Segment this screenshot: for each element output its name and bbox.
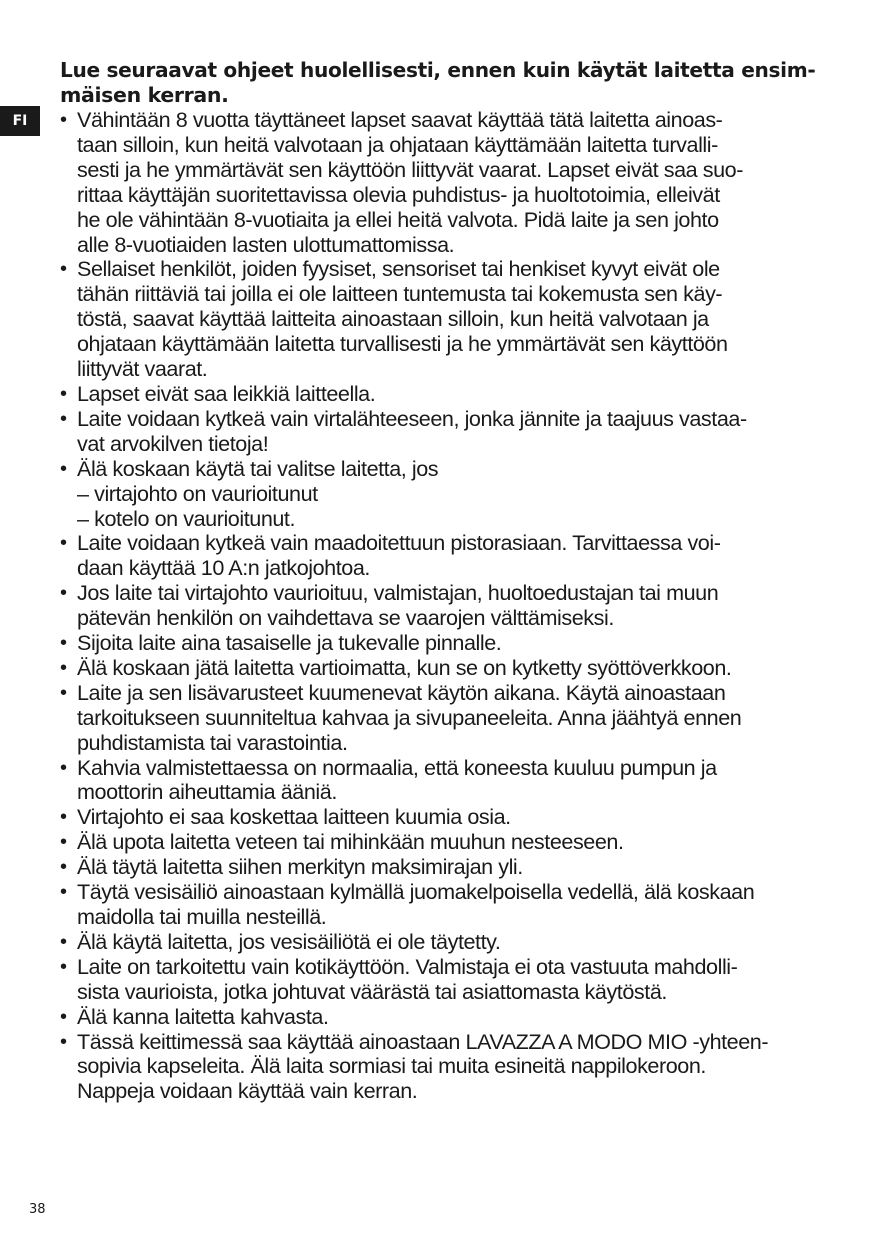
list-item xyxy=(60,1005,820,1030)
item-text-line: vat arvokilven tietoja! xyxy=(77,430,269,456)
bullet-point: • xyxy=(60,109,67,131)
item-text-line: Kahvia valmistettaessa on normaalia, että koneesta kuuluu pumpun ja xyxy=(77,754,717,780)
item-text-line: – kotelo on vaurioitunut. xyxy=(77,505,296,531)
item-text-line: Tässä keittimessä saa käyttää ainoastaan LAVAZZA A MODO MIO -yhteen- xyxy=(77,1028,769,1054)
list-item xyxy=(60,756,820,806)
bullet-point: • xyxy=(60,407,67,430)
list-item xyxy=(60,830,820,855)
list-item xyxy=(60,108,820,257)
bullet-point: • xyxy=(60,1005,67,1028)
item-text-line: Jos laite tai virtajohto vaurioituu, valmistajan, huoltoedustajan tai muun xyxy=(77,580,719,606)
list-item xyxy=(60,955,820,1005)
list-item xyxy=(60,457,820,532)
bullet-point: • xyxy=(60,756,67,779)
page-number: 38 xyxy=(29,1202,46,1217)
list-item xyxy=(60,656,820,681)
item-text-line: puhdistamista tai varastointia. xyxy=(77,729,348,755)
list-item xyxy=(60,257,820,382)
bullet-point: • xyxy=(60,681,67,704)
list-item xyxy=(60,880,820,930)
item-text-line: Älä koskaan käytä tai valitse laitetta, jos xyxy=(77,455,439,481)
bullet-point: • xyxy=(60,457,67,480)
bullet-point: • xyxy=(60,930,67,953)
item-text-line: Älä kanna laitetta kahvasta. xyxy=(77,1003,329,1029)
item-text-line: tähän riittäviä tai joilla ei ole laitteen tuntemusta tai kokemusta sen käy- xyxy=(77,281,723,307)
heading-line: Lue seuraavat ohjeet huolellisesti, ennen kuin käytät laitetta ensim- xyxy=(60,58,816,82)
bullet-point: • xyxy=(60,258,67,281)
item-text-line: Älä upota laitetta veteen tai mihinkään muuhun nesteeseen. xyxy=(77,829,624,855)
item-text-line: Älä käytä laitetta, jos vesisäiliötä ei ole täytetty. xyxy=(77,928,501,954)
item-text-line: alle 8-vuotiaiden lasten ulottumattomissa. xyxy=(77,231,455,257)
list-item xyxy=(60,930,820,955)
list-item xyxy=(60,407,820,457)
bullet-point: • xyxy=(60,856,67,879)
bullet-point: • xyxy=(60,806,67,829)
bullet-point: • xyxy=(60,532,67,555)
safety-instructions xyxy=(60,58,820,1104)
bullet-point: • xyxy=(60,382,67,405)
item-text-line: Vähintään 8 vuotta täyttäneet lapset saavat käyttää tätä laitetta ainoas- xyxy=(77,107,723,132)
list-item xyxy=(60,805,820,830)
language-tab: FI xyxy=(0,106,40,136)
list-item xyxy=(60,631,820,656)
bullet-point: • xyxy=(60,656,67,679)
item-text-line: Sellaiset henkilöt, joiden fyysiset, sensoriset tai henkiset kyvyt eivät ole xyxy=(77,256,720,282)
bullet-point: • xyxy=(60,881,67,904)
item-text-line: Älä täytä laitetta siihen merkityn maksimirajan yli. xyxy=(77,854,523,880)
item-text-line: töstä, saavat käyttää laitteita ainoastaan silloin, kun heitä valvotaan ja xyxy=(77,306,709,332)
item-text-line: tarkoitukseen suunniteltua kahvaa ja sivupaneeleita. Anna jäähtyä ennen xyxy=(77,704,742,730)
item-text-line: Laite voidaan kytkeä vain virtalähteeseen, jonka jännite ja taajuus vastaa- xyxy=(77,405,747,431)
bullet-point: • xyxy=(60,582,67,605)
item-text-line: daan käyttää 10 A:n jatkojohtoa. xyxy=(77,555,370,581)
item-text-line: Sijoita laite aina tasaiselle ja tukevalle pinnalle. xyxy=(77,630,502,656)
item-text-line: taan silloin, kun heitä valvotaan ja ohjataan käyttämään laitetta turvalli- xyxy=(77,131,718,157)
item-text-line: ohjataan käyttämään laitetta turvallisesti ja he ymmärtävät sen käyttöön xyxy=(77,331,728,357)
item-text-line: pätevän henkilön on vaihdettava se vaarojen välttämiseksi. xyxy=(77,605,614,631)
list-item xyxy=(60,681,820,756)
item-text-line: maidolla tai muilla nesteillä. xyxy=(77,904,327,929)
instructions-heading xyxy=(60,58,820,108)
item-text-line: liittyvät vaarat. xyxy=(77,356,208,382)
item-text-line: – virtajohto on vaurioitunut xyxy=(77,480,318,506)
item-text-line: Laite ja sen lisävarusteet kuumenevat käytön aikana. Käytä ainoastaan xyxy=(77,679,726,705)
list-item xyxy=(60,855,820,880)
item-text-line: rittaa käyttäjän suoritettavissa olevia puhdistus- ja huoltotoimia, elleivät xyxy=(77,181,720,207)
item-text-line: sesti ja he ymmärtävät sen käyttöön liittyvät vaarat. Lapset eivät saa suo- xyxy=(77,156,743,182)
bullet-point: • xyxy=(60,955,67,978)
list-item xyxy=(60,1030,820,1105)
item-text-line: sopivia kapseleita. Älä laita sormiasi tai muita esineitä nappilokeroon. xyxy=(77,1053,706,1079)
item-text-line: Älä koskaan jätä laitetta vartioimatta, kun se on kytketty syöttöverkkoon. xyxy=(77,654,732,680)
item-text-line: moottorin aiheuttamia ääniä. xyxy=(77,779,337,805)
item-text-line: Täytä vesisäiliö ainoastaan kylmällä juomakelpoisella vedellä, älä koskaan xyxy=(77,879,755,905)
item-text-line: Nappeja voidaan käyttää vain kerran. xyxy=(77,1078,418,1104)
safety-list xyxy=(60,108,820,1104)
item-text-line: Lapset eivät saa leikkiä laitteella. xyxy=(77,380,376,406)
heading-line: mäisen kerran. xyxy=(60,83,229,107)
item-text-line: sista vaurioista, jotka johtuvat väärästä tai asiattomasta käytöstä. xyxy=(77,978,667,1004)
bullet-point: • xyxy=(60,632,67,655)
item-text-line: Laite on tarkoitettu vain kotikäyttöön. Valmistaja ei ota vastuuta mahdolli- xyxy=(77,953,738,979)
item-text-line: Laite voidaan kytkeä vain maadoitettuun pistorasiaan. Tarvittaessa voi- xyxy=(77,530,721,556)
item-text-line: Virtajohto ei saa koskettaa laitteen kuumia osia. xyxy=(77,804,511,830)
bullet-point: • xyxy=(60,1030,67,1053)
bullet-point: • xyxy=(60,831,67,854)
list-item xyxy=(60,581,820,631)
item-text-line: he ole vähintään 8-vuotiaita ja ellei heitä valvota. Pidä laite ja sen johto xyxy=(77,206,719,232)
list-item xyxy=(60,382,820,407)
list-item xyxy=(60,531,820,581)
